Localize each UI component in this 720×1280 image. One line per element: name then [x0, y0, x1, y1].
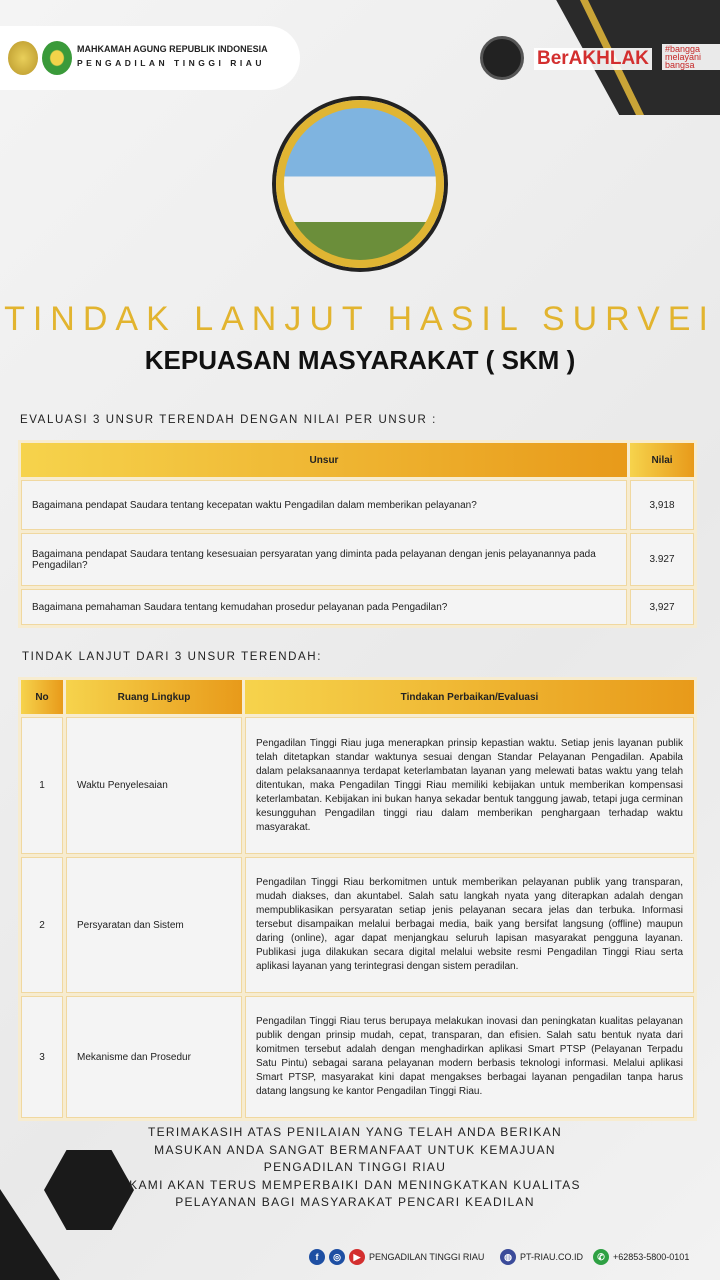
col-tindakan: Tindakan Perbaikan/Evaluasi [245, 680, 694, 714]
title-line2: KEPUASAN MASYARAKAT ( SKM ) [144, 345, 576, 375]
followup-table [18, 677, 697, 1121]
mahkamah-agung-logo [8, 41, 38, 75]
pengadilan-logo [42, 41, 72, 75]
table-row [21, 857, 694, 993]
globe-icon: ◍ [500, 1249, 516, 1265]
col-unsur: Unsur [21, 443, 627, 477]
closing-line: KAMI AKAN TERUS MEMPERBAIKI DAN MENINGKATKAN KUALITAS [129, 1177, 581, 1192]
unsur-cell: Bagaimana pemahaman Saudara tentang kemudahan prosedur pelayanan pada Pengadilan? [21, 589, 627, 625]
no-cell: 2 [21, 857, 63, 993]
section2-label: TINDAK LANJUT DARI 3 UNSUR TERENDAH: [22, 651, 322, 663]
closing-message [100, 1124, 610, 1212]
unsur-cell: Bagaimana pendapat Saudara tentang kecepatan waktu Pengadilan dalam memberikan pelayanan? [21, 480, 627, 530]
tagline-1: #bangga [665, 44, 701, 54]
court-building-photo [276, 100, 444, 268]
footer-website [500, 1249, 583, 1265]
table-row [21, 533, 694, 586]
court-name: PENGADILAN TINGGI RIAU [77, 58, 265, 68]
org-name: MAHKAMAH AGUNG REPUBLIK INDONESIA [77, 44, 268, 54]
table-row [21, 480, 694, 530]
website-link[interactable]: PT-RIAU.CO.ID [520, 1252, 584, 1262]
table-row [21, 717, 694, 854]
footer-phone [593, 1249, 689, 1265]
decor-corner-bottom [0, 1150, 60, 1280]
instagram-icon[interactable]: ◎ [329, 1249, 345, 1265]
closing-line: PENGADILAN TINGGI RIAU [263, 1160, 447, 1174]
tindakan-cell: Pengadilan Tinggi Riau berkomitmen untuk memberikan pelayanan publik yang transparan, mudah diakses, dan akuntabel. Salah satu langkah nyata yang diterapkan adalah dengan mempublikasikan persyaratan setiap jenis pelayanan secara jelas dan terbuka. Informasi tersebut disampaikan melalui berbagai media, baik yang bersifat langsung (offline) maupun daring (online), agar dapat menjangkau seluruh lapisan masyarakat pengguna layanan. Publikasi juga dilakukan secara digital melalui website resmi Pengadilan Tinggi Riau serta aplikasi layanan yang terintegrasi dengan sistem peradilan. [245, 857, 694, 993]
social-handle: PENGADILAN TINGGI RIAU [369, 1252, 485, 1262]
col-no: No [21, 680, 63, 714]
unsur-cell: Bagaimana pendapat Saudara tentang kesesuaian persyaratan yang diminta pada pelayanan dengan jenis pelayanannya pada Pengadilan? [21, 533, 627, 586]
section1-label: EVALUASI 3 UNSUR TERENDAH DENGAN NILAI PER UNSUR : [20, 414, 437, 426]
nilai-cell: 3,927 [630, 589, 694, 625]
youtube-icon[interactable]: ▶ [349, 1249, 365, 1265]
bangga-melayani-logo [662, 44, 720, 70]
ruang-cell: Persyaratan dan Sistem [66, 857, 242, 993]
closing-line: MASUKAN ANDA SANGAT BERMANFAAT UNTUK KEMAJUAN [154, 1142, 556, 1157]
closing-line: PELAYANAN BAGI MASYARAKAT PENCARI KEADILAN [175, 1195, 535, 1209]
phone-number[interactable]: +62853-5800-0101 [613, 1252, 690, 1262]
berakhlak-logo: BerAKHLAK [534, 48, 652, 70]
nilai-cell: 3.927 [630, 533, 694, 586]
col-nilai: Nilai [630, 443, 694, 477]
emblem-badge [480, 36, 524, 80]
tagline-2: melayani [665, 52, 702, 62]
table-row [21, 589, 694, 625]
ruang-cell: Mekanisme dan Prosedur [66, 996, 242, 1118]
tindakan-cell: Pengadilan Tinggi Riau terus berupaya melakukan inovasi dan peningkatan kualitas pelayanan publik dengan prinsip mudah, cepat, transparan, dan efisien. Salah satu bentuk nyata dari komitmen tersebut adalah dengan menghadirkan aplikasi Smart PTSP (Pelayanan Terpadu Satu Pintu) sebagai sarana pelayanan modern berbasis teknologi informasi. Melalui aplikasi Smart PTSP, masyarakat kini dapat mengakses berbagai layanan pengadilan tanpa harus datang langsung ke kantor Pengadilan Tinggi Riau. [245, 996, 694, 1118]
table-row [21, 996, 694, 1118]
no-cell: 1 [21, 717, 63, 854]
tindakan-cell: Pengadilan Tinggi Riau juga menerapkan prinsip kepastian waktu. Setiap jenis layanan publik telah ditetapkan standar waktunya sesuai dengan Standar Pelayanan Pengadilan. Apabila dalam pelaksanaannya terdapat keterlambatan layanan yang melewati batas waktu yang telah ditentukan, maka Pengadilan Tinggi Riau memiliki kebijakan untuk memberikan kompensasi keterlambatan. Kebijakan ini bukan hanya sekadar bentuk tanggung jawab, tetapi juga cerminan kesungguhan Pengadilan tinggi riau dalam memberikan penghargaan terhadap waktu masyarakat. [245, 717, 694, 854]
whatsapp-icon: ✆ [593, 1249, 609, 1265]
ruang-cell: Waktu Penyelesaian [66, 717, 242, 854]
title-line1: TINDAK LANJUT HASIL SURVEI [4, 300, 716, 338]
footer-social [309, 1249, 484, 1265]
col-ruang: Ruang Lingkup [66, 680, 242, 714]
facebook-icon[interactable]: f [309, 1249, 325, 1265]
no-cell: 3 [21, 996, 63, 1118]
nilai-cell: 3,918 [630, 480, 694, 530]
tagline-3: bangsa [665, 60, 695, 70]
evaluation-table [18, 440, 697, 628]
closing-line: TERIMAKASIH ATAS PENILAIAN YANG TELAH ANDA BERIKAN [148, 1125, 562, 1139]
